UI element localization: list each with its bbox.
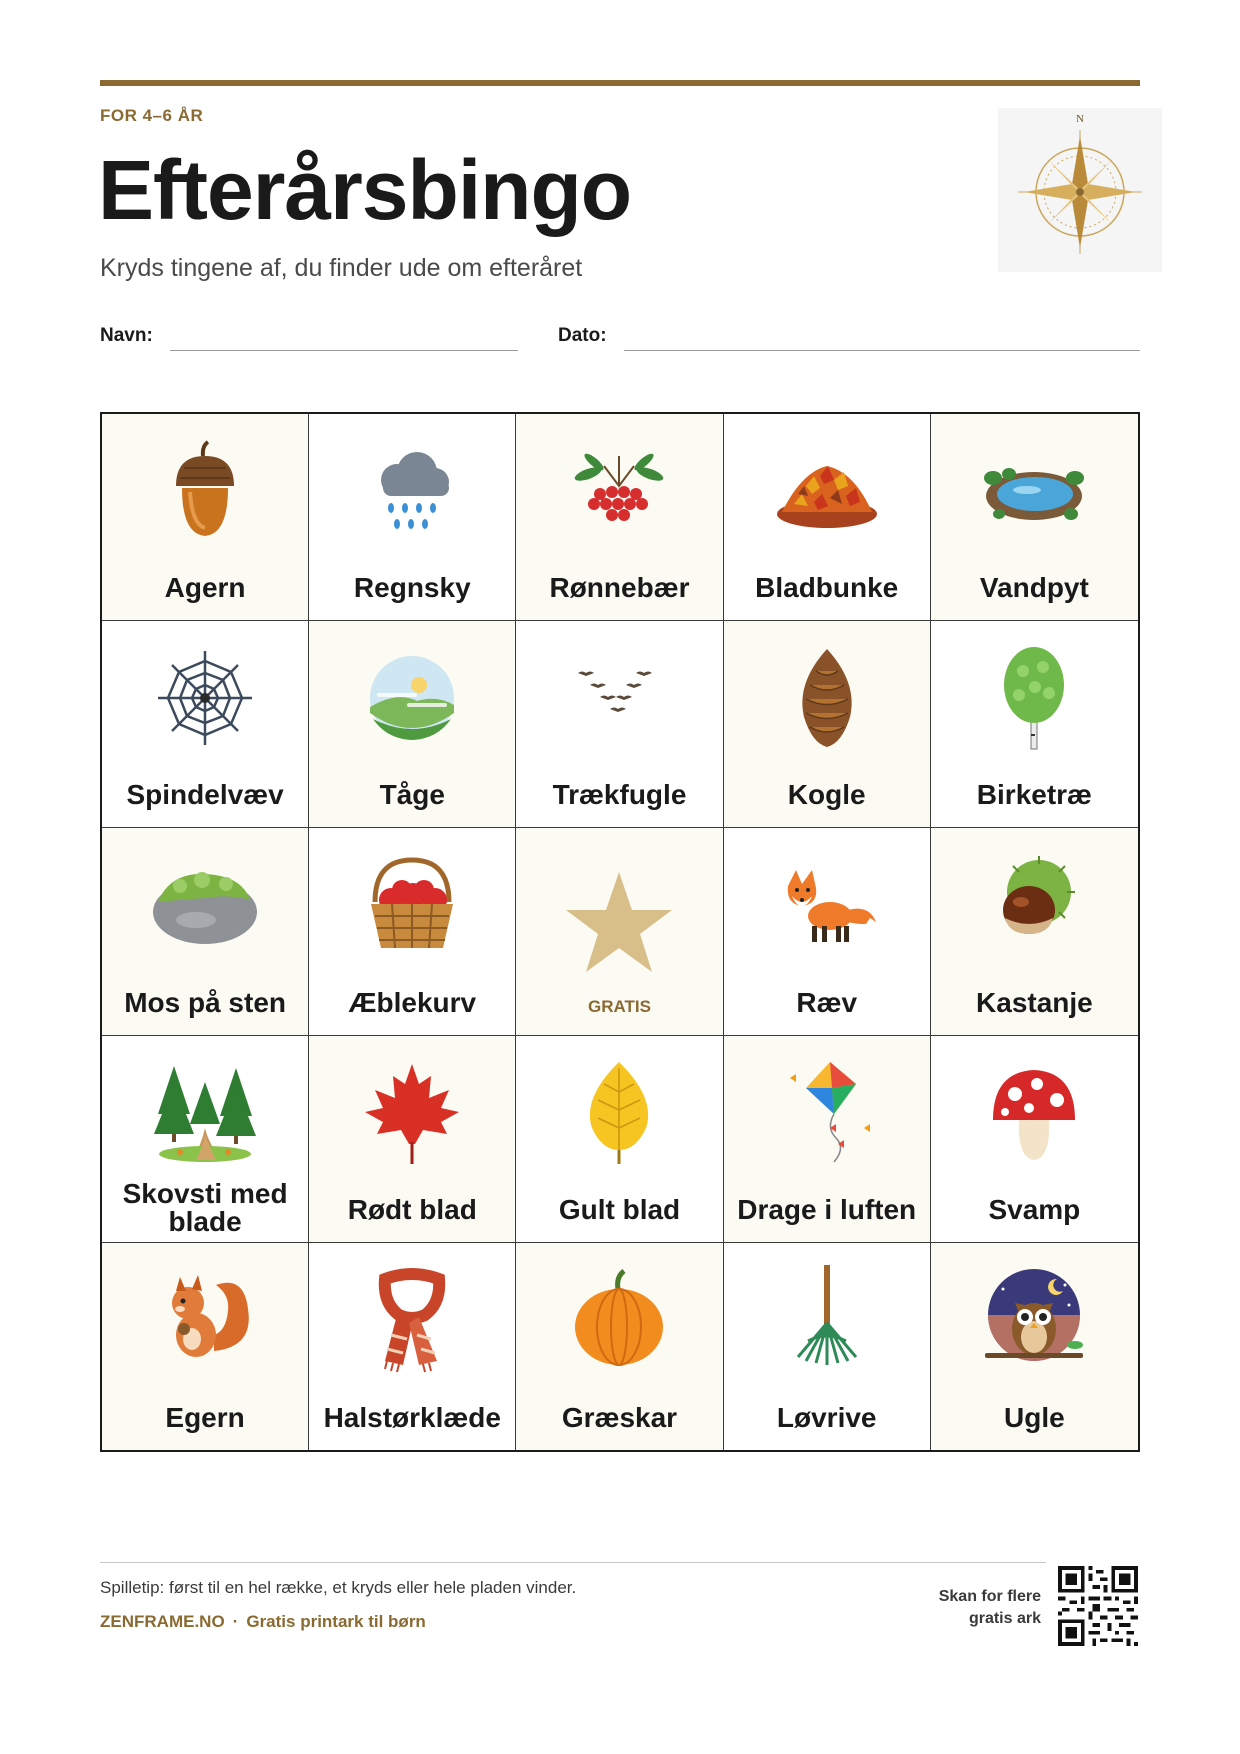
cell-label: Æblekurv — [348, 986, 477, 1018]
bingo-cell-bladbunke[interactable] — [724, 414, 931, 621]
name-label: Navn: — [100, 325, 153, 346]
fog-landscape-icon — [357, 643, 467, 753]
chestnut-icon — [979, 850, 1089, 960]
bingo-cell-mos-pa-sten[interactable] — [102, 828, 309, 1035]
bingo-cell-egern[interactable] — [102, 1243, 309, 1450]
cell-label: Rødt blad — [347, 1193, 477, 1225]
migrating-birds-icon — [564, 643, 674, 753]
puddle-icon — [979, 436, 1089, 546]
kite-icon — [772, 1058, 882, 1168]
bingo-grid — [100, 412, 1140, 1452]
mossy-stone-icon — [150, 850, 260, 960]
bingo-cell-traekfugle[interactable] — [516, 621, 723, 828]
rain-cloud-icon — [357, 436, 467, 546]
scan-line-1: Skan for flere — [938, 1588, 1041, 1605]
apple-basket-icon — [357, 850, 467, 960]
brand-tagline: Gratis printark til børn — [246, 1612, 426, 1631]
cell-label: Svamp — [988, 1193, 1081, 1225]
bingo-cell-ronnebaer[interactable] — [516, 414, 723, 621]
red-maple-leaf-icon — [357, 1058, 467, 1168]
scan-prompt — [939, 1586, 1041, 1630]
bingo-cell-birketrae[interactable] — [931, 621, 1138, 828]
cell-label: Ugle — [1004, 1401, 1065, 1433]
name-field[interactable] — [170, 350, 518, 351]
cell-label: Tåge — [379, 779, 445, 811]
cell-label: Løvrive — [776, 1401, 877, 1433]
bingo-cell-halstorklaede[interactable] — [309, 1243, 516, 1450]
bingo-cell-agern[interactable] — [102, 414, 309, 621]
cell-label: Birketræ — [976, 779, 1092, 811]
cell-label: Trækfugle — [552, 779, 687, 811]
page-subtitle: Kryds tingene af, du finder ude om efteråret — [100, 254, 583, 282]
brand-separator: · — [232, 1612, 239, 1631]
acorn-icon — [150, 436, 260, 546]
bingo-cell-spindelvaev[interactable] — [102, 621, 309, 828]
forest-path-icon — [150, 1058, 260, 1168]
bingo-cell-raev[interactable] — [724, 828, 931, 1035]
cell-label: Gult blad — [558, 1193, 681, 1225]
date-label: Dato: — [558, 325, 607, 346]
owl-icon — [979, 1265, 1089, 1375]
cell-label: Skovsti med blade — [122, 1177, 288, 1237]
bingo-cell-lovrive[interactable] — [724, 1243, 931, 1450]
bingo-cell-regnsky[interactable] — [309, 414, 516, 621]
bingo-cell-tage[interactable] — [309, 621, 516, 828]
bingo-cell-aeblekurv[interactable] — [309, 828, 516, 1035]
free-space-label: GRATIS — [588, 996, 651, 1016]
bingo-cell-rodt-blad[interactable] — [309, 1036, 516, 1243]
bingo-cell-gult-blad[interactable] — [516, 1036, 723, 1243]
leaf-rake-icon — [772, 1265, 882, 1375]
cell-label: Bladbunke — [755, 572, 899, 604]
fox-icon — [772, 850, 882, 960]
birch-tree-icon — [979, 643, 1089, 753]
spider-web-icon — [150, 643, 260, 753]
bingo-cell-svamp[interactable] — [931, 1036, 1138, 1243]
bingo-cell-skovsti[interactable] — [102, 1036, 309, 1243]
cell-label: Agern — [164, 572, 246, 604]
pumpkin-icon — [564, 1265, 674, 1375]
mushroom-icon — [979, 1058, 1089, 1168]
scan-line-2: gratis ark — [968, 1610, 1041, 1627]
page-title: Efterårsbingo — [98, 143, 632, 237]
bingo-cell-kastanje[interactable] — [931, 828, 1138, 1035]
footer-brand — [100, 1612, 426, 1632]
top-rule — [100, 80, 1140, 86]
cell-label: Regnsky — [353, 572, 471, 604]
footer-divider — [100, 1562, 1046, 1563]
cell-label: Spindelvæv — [126, 779, 284, 811]
leaf-pile-icon — [772, 436, 882, 546]
age-label: FOR 4–6 ÅR — [100, 106, 204, 125]
cell-label: Græskar — [561, 1401, 678, 1433]
cell-label: Mos på sten — [124, 986, 286, 1018]
cell-label: Vandpyt — [979, 572, 1089, 604]
qr-code-icon[interactable] — [1058, 1566, 1138, 1646]
scarf-icon — [357, 1265, 467, 1375]
cell-label: Kogle — [787, 779, 866, 811]
bingo-cell-vandpyt[interactable] — [931, 414, 1138, 621]
bingo-cell-ugle[interactable] — [931, 1243, 1138, 1450]
bingo-cell-graeskar[interactable] — [516, 1243, 723, 1450]
cell-label: Kastanje — [976, 986, 1093, 1018]
game-tip: Spilletip: først til en hel række, et kryds eller hele pladen vinder. — [100, 1578, 577, 1597]
date-field[interactable] — [624, 350, 1140, 351]
rowan-berries-icon — [564, 436, 674, 546]
cell-label: Egern — [165, 1401, 245, 1433]
cell-label: Halstørklæde — [323, 1401, 501, 1433]
pine-cone-icon — [772, 643, 882, 753]
compass-icon — [998, 108, 1162, 272]
cell-label: Rønnebær — [549, 572, 690, 604]
compass-north-label: N — [1076, 113, 1084, 125]
star-icon — [564, 868, 674, 978]
cell-label: Drage i luften — [737, 1193, 917, 1225]
yellow-birch-leaf-icon — [564, 1058, 674, 1168]
brand-link[interactable]: ZENFRAME.NO — [100, 1612, 225, 1631]
bingo-cell-free[interactable] — [516, 828, 723, 1035]
bingo-cell-kogle[interactable] — [724, 621, 931, 828]
cell-label: Ræv — [796, 986, 858, 1018]
squirrel-icon — [150, 1265, 260, 1375]
bingo-cell-drage[interactable] — [724, 1036, 931, 1243]
